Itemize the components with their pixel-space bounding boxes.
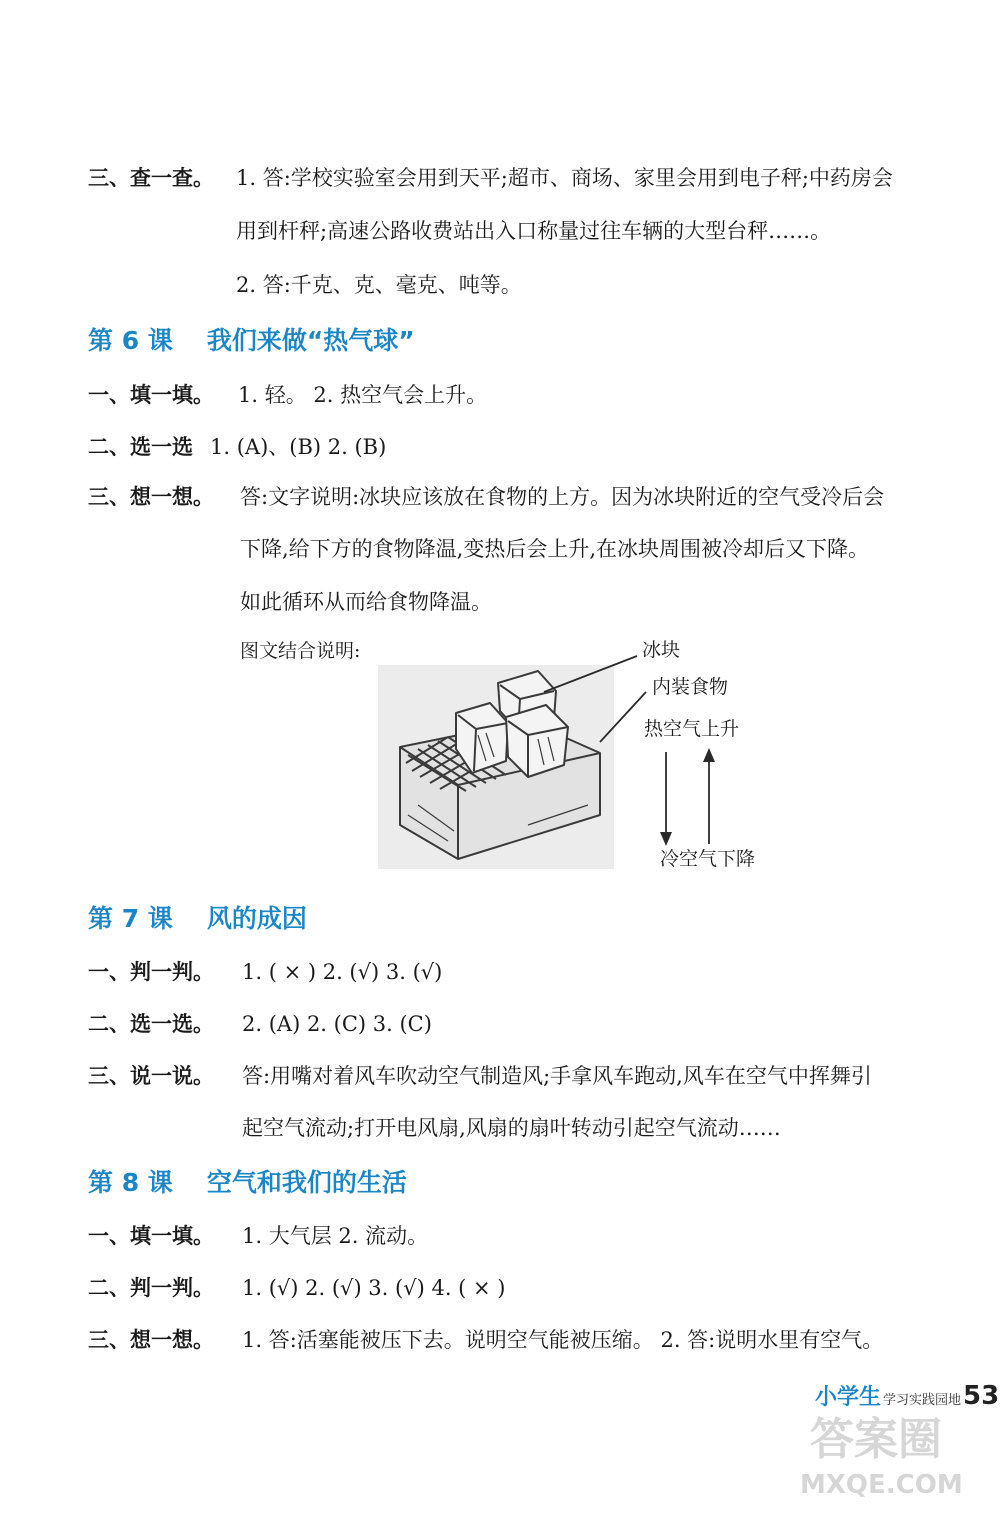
answer-text: 1. 答:活塞能被压下去。说明空气能被压缩。 2. 答:说明水里有空气。 — [242, 1328, 884, 1352]
lesson-title: 我们来做“热气球” — [206, 326, 415, 355]
watermark-logo: 答案圈 — [810, 1414, 942, 1465]
answer-line: 起空气流动;打开电风扇,风扇的扇叶转动引起空气流动…… — [242, 1116, 781, 1140]
answer-line: 答:文字说明:冰块应该放在食物的上方。因为冰块附近的空气受冷后会 — [240, 485, 885, 509]
label-cold-air: 冷空气下降 — [660, 848, 756, 870]
answer-line: 下降,给下方的食物降温,变热后会上升,在冰块周围被冷却后又下降。 — [240, 537, 870, 561]
label-hot-air: 热空气上升 — [644, 718, 740, 740]
lesson-8-heading — [88, 1170, 407, 1195]
answer-line: 2. 答:千克、克、毫克、吨等。 — [236, 273, 522, 297]
lesson-7-heading — [88, 906, 307, 931]
arrow-up-icon — [703, 748, 715, 762]
answer-line: 用到杆秤;高速公路收费站出入口称量过往车辆的大型台秤……。 — [236, 219, 832, 243]
section-label-check: 三、查一查。 — [88, 166, 214, 190]
question-label: 二、选一选 — [88, 435, 193, 459]
answer-line: 如此循环从而给食物降温。 — [240, 590, 492, 614]
diagram-caption: 图文结合说明: — [240, 640, 361, 662]
question-label: 二、判一判。 — [88, 1276, 214, 1300]
question-label: 一、填一填。 — [88, 383, 214, 407]
lesson-6-heading — [88, 328, 415, 353]
lesson-number: 第 8 课 — [88, 1168, 173, 1197]
brand-subtitle: 学习实践园地 — [883, 1393, 962, 1408]
lesson-title: 风的成因 — [206, 904, 307, 933]
question-label: 二、选一选。 — [88, 1012, 214, 1036]
question-label: 三、说一说。 — [88, 1064, 214, 1088]
lesson-number: 第 6 课 — [88, 326, 173, 355]
question-label: 一、判一判。 — [88, 960, 214, 984]
question-label: 三、想一想。 — [88, 1328, 214, 1352]
answer-text: 1. (√) 2. (√) 3. (√) 4. ( × ) — [242, 1276, 506, 1300]
question-label: 一、填一填。 — [88, 1224, 214, 1248]
answer-text: 1. (A)、(B) 2. (B) — [210, 435, 387, 459]
answer-line: 答:用嘴对着风车吹动空气制造风;手拿风车跑动,风车在空气中挥舞引 — [242, 1064, 872, 1088]
label-ice: 冰块 — [642, 639, 681, 661]
answer-text: 2. (A) 2. (C) 3. (C) — [242, 1012, 432, 1036]
page-number: 53 — [963, 1381, 1000, 1411]
lesson-title: 空气和我们的生活 — [206, 1168, 407, 1197]
footer-brand — [815, 1383, 999, 1409]
label-food: 内装食物 — [652, 676, 729, 698]
answer-text: 1. 轻。 2. 热空气会上升。 — [238, 383, 488, 407]
answer-text: 1. 大气层 2. 流动。 — [242, 1224, 429, 1248]
arrow-down-icon — [660, 832, 672, 846]
answer-text: 1. ( × ) 2. (√) 3. (√) — [242, 960, 443, 984]
watermark-url: MXQE.COM — [800, 1470, 963, 1500]
lesson-number: 第 7 课 — [88, 904, 173, 933]
brand-name: 小学生 — [815, 1385, 882, 1410]
ice-box-sketch-image — [378, 665, 614, 869]
question-label: 三、想一想。 — [88, 485, 214, 509]
answer-line: 1. 答:学校实验室会用到天平;超市、商场、家里会用到电子秤;中药房会 — [236, 166, 893, 190]
